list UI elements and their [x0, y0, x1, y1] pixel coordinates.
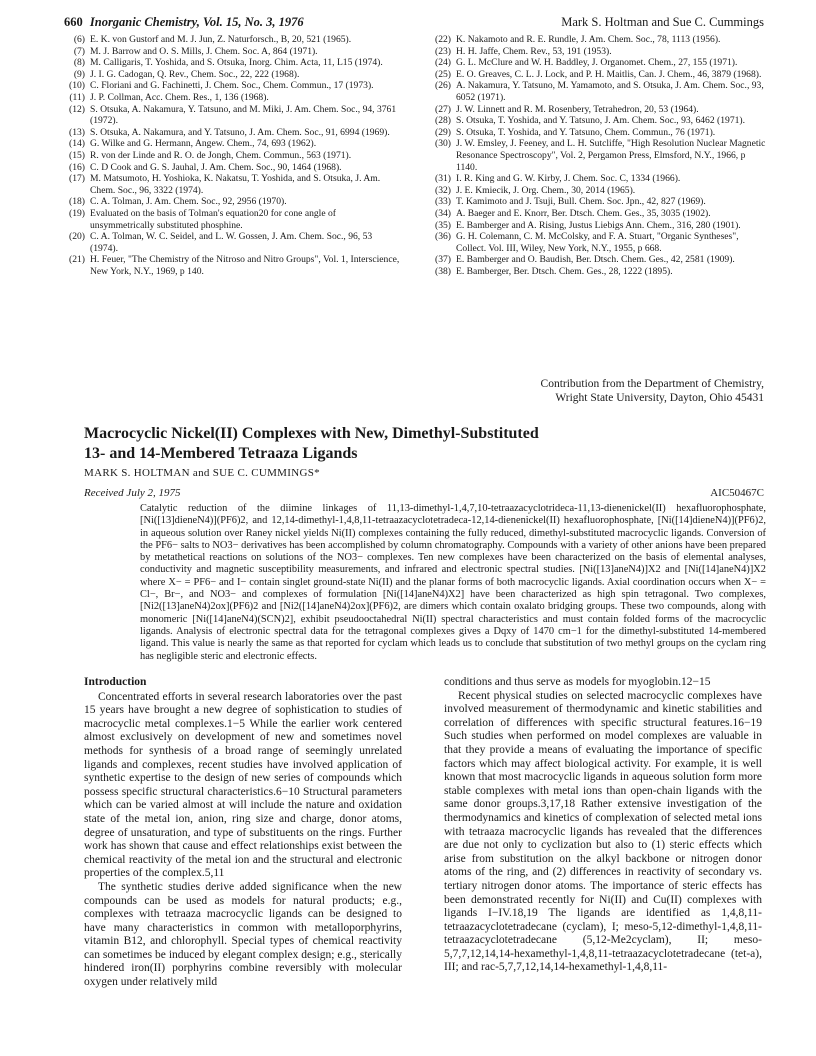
reference-entry	[66, 162, 400, 174]
reference-text: E. Bamberger, Ber. Dtsch. Chem. Ges., 28, 1222 (1895).	[456, 265, 673, 277]
reference-number: (6)	[73, 34, 85, 45]
journal-citation: Inorganic Chemistry, Vol. 15, No. 3, 1976	[89, 15, 304, 29]
reference-number: (17)	[69, 173, 85, 185]
reference-text: K. Nakamoto and R. E. Rundle, J. Am. Chem. Soc., 78, 1113 (1956).	[456, 34, 721, 45]
reference-text: H. Feuer, "The Chemistry of the Nitroso and Nitro Groups", Vol. 1, Interscience, New York, N.Y., 1969, p 140.	[90, 254, 400, 277]
reference-text: M. Calligaris, T. Yoshida, and S. Otsuka, Inorg. Chim. Acta, 11, L15 (1974).	[90, 57, 383, 69]
reference-entry	[432, 80, 766, 103]
header-authors: Mark S. Holtman and Sue C. Cummings	[561, 15, 764, 29]
reference-text: C. Floriani and G. Fachinetti, J. Chem. Soc., Chem. Commun., 17 (1973).	[90, 80, 374, 92]
reference-entry	[66, 208, 400, 231]
reference-text: J. P. Collman, Acc. Chem. Res., 1, 136 (1968).	[90, 91, 269, 103]
reference-entry	[432, 173, 766, 185]
reference-number: (29)	[435, 126, 451, 138]
reference-number: (33)	[435, 196, 451, 208]
reference-entry	[432, 138, 766, 173]
reference-number: (26)	[435, 80, 451, 92]
reference-entry	[432, 231, 766, 254]
reference-entry	[66, 196, 400, 208]
reference-number: (28)	[435, 115, 451, 127]
contribution-line: Contribution from the Department of Chemistry,	[540, 378, 764, 390]
paragraph: Recent physical studies on selected macrocyclic complexes have involved measurement of thermodynamic and kinetic stabilities and correlation of differences with specific structural features.16−19 Such studies when performed on model complexes are valuable in that they provide a means of evaluating the importance of specific factors which may affect biological activity. For example, it is well known that most macrocyclic ligands in aqueous solution form more stable complexes with metal ions than open-chain ligands with the same donor groups.3,17,18 Rather extensive investigation of the thermodynamics and kinetics of complexation of selected metal ions with tetraaza macrocyclic ligands has revealed that the differences are due not only to cyclization but also to (1) steric effects which arise from substitution on the alkyl backbone or nitrogen donor atoms of the ring, and (2) differences in reactivity of secondary vs. tertiary nitrogen donor atoms. The importance of steric effects has been demonstrated recently for Ni(II) and Cu(II) complexes with ligands I−IV.18,19 The ligands are identified as 1,4,8,11-tetraazacyclotetradecane (cyclam), I; meso-5,12-dimethyl-1,4,8,11-tetraazacyclotetradecane (5,12-Me2cyclam), II; meso-5,7,7,12,14,14-hexamethyl-1,4,8,11-tetraazacyclotetradecane (tet-a), III; and rac-5,7,7,12,14,14-hexamethyl-1,4,8,11-	[444, 689, 762, 974]
reference-text: H. H. Jaffe, Chem. Rev., 53, 191 (1953).	[456, 45, 612, 57]
references-right-column	[432, 34, 766, 277]
reference-text: E. Bamberger and A. Rising, Justus Liebigs Ann. Chem., 316, 280 (1901).	[456, 219, 741, 231]
paragraph: Concentrated efforts in several research laboratories over the past 15 years have brought a new degree of sophistication to studies of macrocyclic metal complexes.1−5 While the earlier work centered almost exclusively on development of new and sometimes novel methods for synthesis of a broad range of seemingly unrelated ligands and complexes, recent studies have involved application of synthetic expertise to the design of new series of compounds which possess specific structural characteristics.6−10 Structural parameters which can be varied almost at will include the nature and oxidation state of the metal ion, anion, ring size and charge, donor atoms, degree of unsaturation, and type of substituents on the rings. Further work has shown that cause and effect relationships exist between the chemical reactivity of the metal ion and the structural and electronic properties of the complex.5,11	[84, 690, 402, 880]
reference-entry	[432, 46, 766, 58]
reference-entry	[66, 150, 400, 162]
reference-entry	[66, 231, 400, 254]
reference-text: J. I. G. Cadogan, Q. Rev., Chem. Soc., 22, 222 (1968).	[90, 68, 300, 80]
reference-entry	[432, 208, 766, 220]
running-header	[64, 15, 764, 33]
reference-entry	[66, 127, 400, 139]
reference-number: (20)	[69, 231, 85, 243]
reference-number: (30)	[435, 138, 451, 150]
reference-entry	[66, 104, 400, 127]
reference-number: (16)	[69, 161, 85, 173]
reference-text: E. O. Greaves, C. L. J. Lock, and P. H. Maitlis, Can. J. Chem., 46, 3879 (1968).	[456, 68, 762, 80]
reference-entry	[66, 92, 400, 104]
reference-number: (38)	[435, 265, 451, 277]
reference-text: C. D Cook and G. S. Jauhal, J. Am. Chem. Soc., 90, 1464 (1968).	[90, 161, 342, 173]
reference-number: (35)	[435, 219, 451, 231]
body-right-column	[444, 676, 762, 975]
reference-text: G. Wilke and G. Hermann, Angew. Chem., 74, 693 (1962).	[90, 138, 317, 150]
reference-entry	[66, 34, 400, 46]
reference-entry	[432, 266, 766, 278]
received-date: Received July 2, 1975	[84, 487, 181, 499]
reference-text: J. E. Kmiecik, J. Org. Chem., 30, 2014 (1965).	[456, 184, 636, 196]
reference-number: (31)	[435, 173, 451, 185]
reference-text: M. Matsumoto, H. Yoshioka, K. Nakatsu, T. Yoshida, and S. Otsuka, J. Am. Chem. Soc., 96, 3322 (1974).	[90, 173, 381, 196]
reference-text: M. J. Barrow and O. S. Mills, J. Chem. Soc. A, 864 (1971).	[90, 45, 318, 57]
reference-entry	[432, 34, 766, 46]
reference-text: S. Otsuka, T. Yoshida, and Y. Tatsuno, Chem. Commun., 76 (1971).	[456, 126, 716, 138]
reference-entry	[432, 115, 766, 127]
contribution-line: Wright State University, Dayton, Ohio 45431	[555, 392, 764, 404]
reference-number: (34)	[435, 207, 451, 219]
reference-entry	[66, 138, 400, 150]
reference-text: T. Kamimoto and J. Tsuji, Bull. Chem. Soc. Jpn., 42, 827 (1969).	[456, 196, 706, 208]
reference-number: (18)	[69, 196, 85, 208]
reference-number: (24)	[435, 57, 451, 69]
reference-text: Evaluated on the basis of Tolman's equation20 for cone angle of unsymmetrically substituted phosphine.	[90, 207, 336, 231]
reference-entry	[432, 196, 766, 208]
reference-entry	[432, 104, 766, 116]
reference-number: (13)	[69, 126, 85, 138]
reference-entry	[66, 254, 400, 277]
article-authors: MARK S. HOLTMAN and SUE C. CUMMINGS*	[84, 467, 320, 479]
reference-text: J. W. Linnett and R. M. Rosenbery, Tetrahedron, 20, 53 (1964).	[456, 103, 699, 115]
reference-entry	[66, 173, 400, 196]
reference-text: E. K. von Gustorf and M. J. Jun, Z. Naturforsch., B, 20, 521 (1965).	[90, 34, 352, 45]
reference-number: (23)	[435, 45, 451, 57]
abstract: Catalytic reduction of the diimine linkages of 11,13-dimethyl-1,4,7,10-tetraazacyclotrideca-11,13-dienenickel(II) hexafluorophosphate, [Ni([13]dieneN4)](PF6)2, and 12,14-dimethyl-1,4,8,11-tetraazacyclotetradeca-12,14-dienenickel(II) hexafluorophosphate, [Ni([14]dieneN4)](PF6)2, in aqueous solution over Raney nickel yields Ni(II) complexes containing the fully reduced, dimethyl-substituted macrocyclic ligands. Conversion of the PF6− salts to NO3− derivatives has been accomplished by column chromatography. Compounds with a variety of other anions have been prepared by metathetical reactions on solutions of the NO3− complexes. Ten new complexes have been characterized on the basis of elemental analyses, conductivity and magnetic susceptibility measurements, and infrared and electronic spectral studies. [Ni([13]aneN4)]X2 and [Ni([14]aneN4)]X2 where X− = PF6− and I− contain singlet ground-state Ni(II) and the planar forms of both macrocyclic ligands. Axial coordination occurs when X− = Cl−, Br−, and NO3− and complexes of formulation [Ni([14]aneN4)X2] have been characterized as high spin tetragonal. Two complexes, [Ni2([13]aneN4)2ox](PF6)2 and [Ni2([14]aneN4)2ox](PF6)2, are dimers which contain oxalato bridging groups. These two compounds, along with monomeric [Ni([14]aneN4)(SCN)2], exhibit pseudooctahedral Ni(II) spectral characteristics and must contain folded forms of the macrocyclic ligands. Analysis of electronic spectral data for the tetragonal complexes gives a Dqxy of 1470 cm−1 for the dimethyl-substituted 14-membered ligand. This value is nearly the same as that reported for cyclam which leads us to conclude that substitution of two methyl groups on the cyclam ring has negligible steric and electronic effects.	[140, 503, 766, 662]
contribution-note	[444, 377, 764, 405]
title-line: Macrocyclic Nickel(II) Complexes with New, Dimethyl-Substituted	[84, 425, 539, 442]
reference-text: C. A. Tolman, W. C. Seidel, and L. W. Gossen, J. Am. Chem. Soc., 96, 53 (1974).	[90, 231, 373, 254]
reference-entry	[66, 69, 400, 81]
references-left-column	[66, 34, 400, 277]
reference-entry	[432, 220, 766, 232]
reference-number: (22)	[435, 34, 451, 45]
paragraph: conditions and thus serve as models for myoglobin.12−15	[444, 676, 711, 688]
section-heading: Introduction	[84, 676, 147, 688]
reference-number: (14)	[69, 138, 85, 150]
reference-text: S. Otsuka, T. Yoshida, and Y. Tatsuno, J. Am. Chem. Soc., 93, 6462 (1971).	[456, 115, 746, 127]
body-left-column	[84, 676, 402, 990]
reference-text: C. A. Tolman, J. Am. Chem. Soc., 92, 2956 (1970).	[90, 196, 287, 208]
reference-text: A. Baeger and E. Knorr, Ber. Dtsch. Chem. Ges., 35, 3035 (1902).	[456, 207, 711, 219]
reference-text: S. Otsuka, A. Nakamura, Y. Tatsuno, and M. Miki, J. Am. Chem. Soc., 94, 3761 (1972).	[90, 103, 397, 127]
reference-number: (25)	[435, 68, 451, 80]
reference-number: (15)	[69, 149, 85, 161]
article-title	[84, 424, 724, 464]
reference-number: (19)	[69, 207, 85, 219]
article-code: AIC50467C	[710, 487, 764, 499]
reference-entry	[432, 185, 766, 197]
reference-text: G. L. McClure and W. H. Baddley, J. Organomet. Chem., 27, 155 (1971).	[456, 57, 738, 69]
reference-number: (11)	[69, 91, 85, 103]
paragraph: The synthetic studies derive added significance when the new compounds can be used as models for natural products; e.g., complexes with tetraaza macrocyclic ligands can be designed to have many characteristics in common with metalloporphyrins, vitamin B12, and chlorophyll. Special types of chemical reactivity can sometimes be induced by elegant complex design; e.g., sterically hindered iron(II) porphyrins combine reversibly with molecular oxygen under relatively mild	[84, 880, 402, 989]
reference-entry	[66, 46, 400, 58]
reference-text: I. R. King and G. W. Kirby, J. Chem. Soc. C, 1334 (1966).	[456, 173, 681, 185]
reference-number: (36)	[435, 231, 451, 243]
reference-entry	[432, 57, 766, 69]
reference-text: A. Nakamura, Y. Tatsuno, M. Yamamoto, and S. Otsuka, J. Am. Chem. Soc., 93, 6052 (1971).	[456, 80, 764, 103]
reference-text: J. W. Emsley, J. Feeney, and L. H. Sutcliffe, "High Resolution Nuclear Magnetic Resonance Spectroscopy", Vol. 2, Pergamon Press, Elmsford, N.Y., 1966, p 1140.	[456, 138, 766, 173]
reference-text: S. Otsuka, A. Nakamura, and Y. Tatsuno, J. Am. Chem. Soc., 91, 6994 (1969).	[90, 126, 390, 138]
reference-entry	[66, 57, 400, 69]
reference-number: (21)	[69, 254, 85, 266]
reference-text: E. Bamberger and O. Baudish, Ber. Dtsch. Chem. Ges., 42, 2581 (1909).	[456, 254, 735, 266]
reference-entry	[432, 254, 766, 266]
reference-number: (27)	[435, 103, 451, 115]
page-number: 660	[64, 15, 83, 29]
reference-entry	[432, 69, 766, 81]
reference-number: (10)	[69, 80, 85, 92]
reference-entry	[432, 127, 766, 139]
reference-number: (8)	[73, 57, 85, 69]
reference-entry	[66, 80, 400, 92]
reference-number: (32)	[435, 184, 451, 196]
reference-number: (9)	[73, 68, 85, 80]
reference-text: G. H. Colemann, C. M. McColsky, and F. A. Stuart, "Organic Syntheses", Collect. Vol. III, Wiley, New York, N.Y., 1955, p 668.	[456, 231, 739, 254]
title-line: 13- and 14-Membered Tetraaza Ligands	[84, 445, 358, 462]
reference-number: (12)	[69, 103, 85, 115]
reference-number: (7)	[73, 45, 85, 57]
reference-text: R. von der Linde and R. O. de Jongh, Chem. Commun., 563 (1971).	[90, 149, 352, 161]
reference-number: (37)	[435, 254, 451, 266]
